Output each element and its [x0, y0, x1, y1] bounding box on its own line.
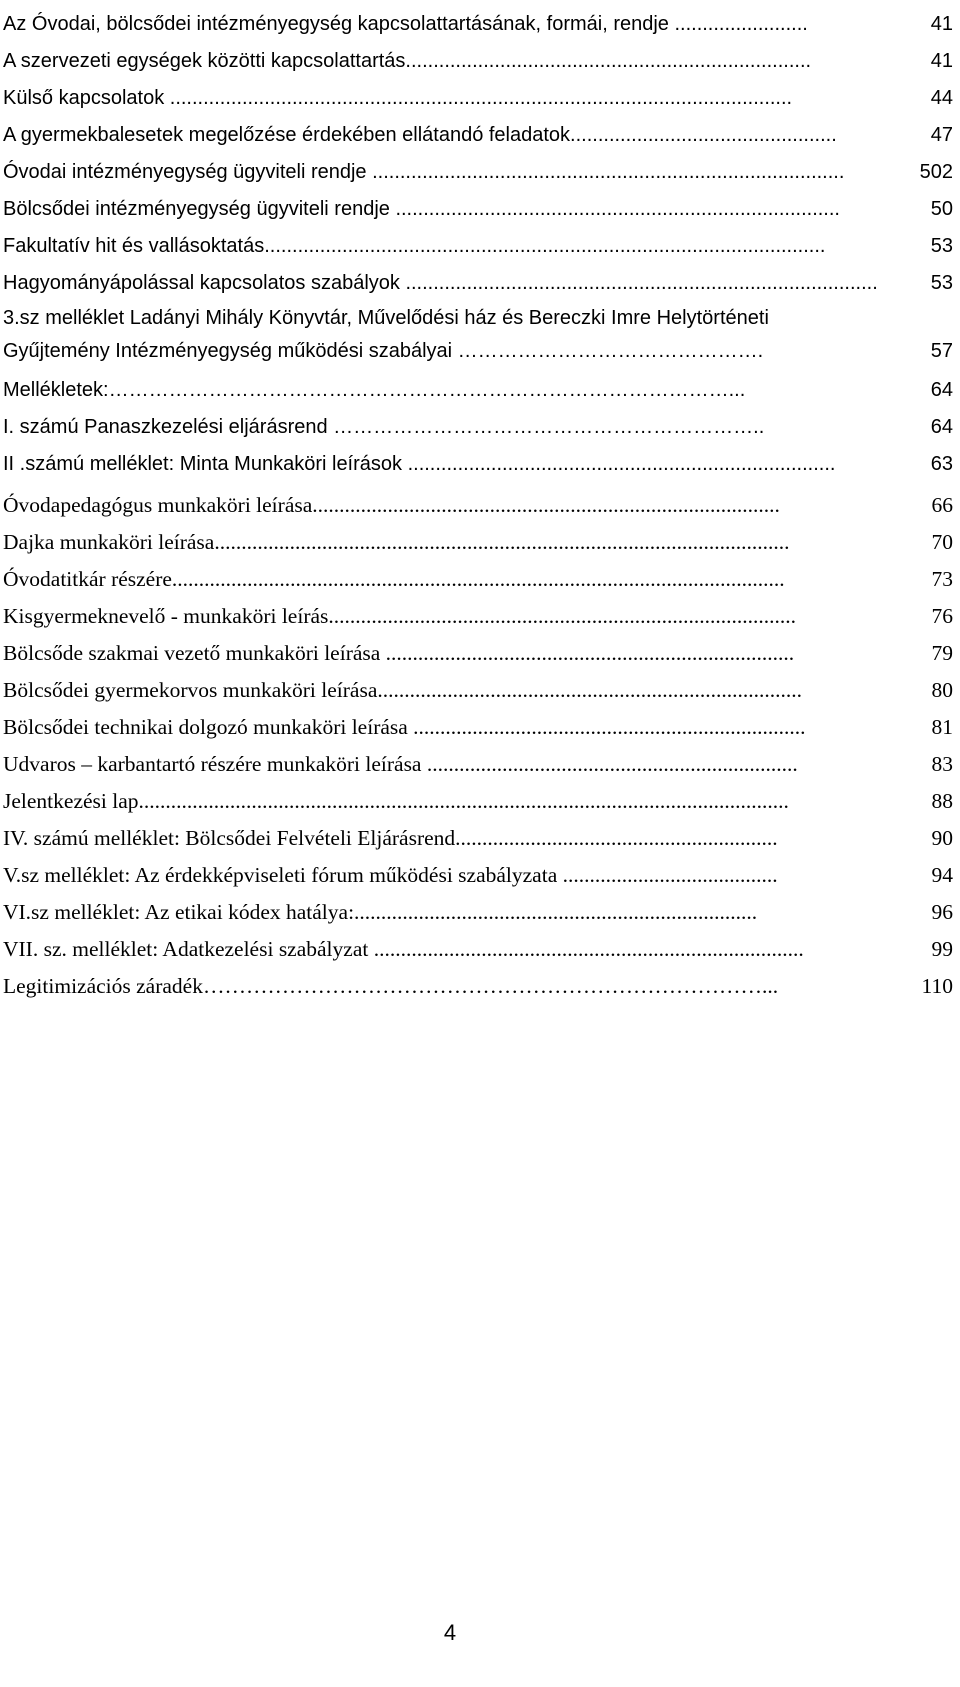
- toc-entry[interactable]: [3, 302, 953, 372]
- toc-entry[interactable]: [3, 409, 953, 446]
- toc-entry-title: A szervezeti egységek közötti kapcsolattartás.........................................................................: [3, 50, 812, 72]
- toc-entry-page: 110: [921, 974, 953, 998]
- toc-entry-page: 53: [930, 272, 953, 294]
- toc-entry[interactable]: [3, 265, 953, 302]
- toc-entry-title-continued: Gyűjtemény Intézményegység működési szabályai ……………………………………….: [3, 340, 764, 362]
- toc-entry-title: 3.sz melléklet Ladányi Mihály Könyvtár, Művelődési ház és Bereczki Imre Helytörténeti: [3, 307, 769, 329]
- toc-entry-title: Óvodai intézményegység ügyviteli rendje .....................................................................................: [3, 161, 845, 183]
- toc-entry[interactable]: [3, 820, 953, 857]
- toc-entry[interactable]: [3, 154, 953, 191]
- toc-entry-page: 64: [930, 379, 953, 401]
- toc-entry-page: 76: [931, 604, 953, 628]
- toc-entry-page: 90: [931, 826, 953, 850]
- toc-entry[interactable]: [3, 191, 953, 228]
- toc-entry-title: Dajka munkaköri leírása...........................................................................................................: [3, 530, 790, 554]
- table-of-contents: [3, 6, 953, 1005]
- toc-entry-title: IV. számú melléklet: Bölcsődei Felvételi Eljárásrend............................................................: [3, 826, 778, 850]
- toc-entry[interactable]: [3, 117, 953, 154]
- toc-entry-title: Bölcsődei intézményegység ügyviteli rendje ................................................................................: [3, 198, 840, 220]
- toc-entry[interactable]: [3, 372, 953, 409]
- toc-entry-page: 73: [931, 567, 953, 591]
- toc-entry[interactable]: [3, 43, 953, 80]
- toc-entry-page: 44: [930, 87, 953, 109]
- toc-entry[interactable]: [3, 931, 953, 968]
- toc-entry[interactable]: [3, 783, 953, 820]
- toc-entry[interactable]: [3, 635, 953, 672]
- toc-entry-page: 99: [931, 937, 953, 961]
- toc-entry-page: 64: [930, 416, 953, 438]
- toc-entry-title: Fakultatív hit és vallásoktatás.....................................................................................................: [3, 235, 826, 257]
- toc-entry[interactable]: [3, 561, 953, 598]
- toc-entry-page: 41: [930, 50, 953, 72]
- toc-entry-title: Az Óvodai, bölcsődei intézményegység kapcsolattartásának, formái, rendje ........................: [3, 13, 808, 35]
- toc-entry-title: II .számú melléklet: Minta Munkaköri leírások .............................................................................: [3, 453, 836, 475]
- toc-entry-page: 63: [930, 453, 953, 475]
- toc-entry-title: Hagyományápolással kapcsolatos szabályok .....................................................................................: [3, 272, 878, 294]
- toc-entry-title: Óvodapedagógus munkaköri leírása.......................................................................................: [3, 493, 780, 517]
- toc-entry[interactable]: [3, 857, 953, 894]
- toc-entry-title: I. számú Panaszkezelési eljárásrend ………………………………………………………..: [3, 416, 765, 438]
- toc-entry-title: Bölcsődei technikai dolgozó munkaköri leírása .........................................................................: [3, 715, 806, 739]
- toc-entry-page: 66: [931, 493, 953, 517]
- toc-entry-page: 79: [931, 641, 953, 665]
- toc-entry-page: 47: [930, 124, 953, 146]
- toc-entry-page: 70: [931, 530, 953, 554]
- toc-entry[interactable]: [3, 672, 953, 709]
- toc-entry-page: 81: [931, 715, 953, 739]
- toc-entry-page: 80: [931, 678, 953, 702]
- toc-entry[interactable]: [3, 228, 953, 265]
- toc-entry-title: Óvodatitkár részére..................................................................................................................: [3, 567, 785, 591]
- toc-entry-title: Külső kapcsolatok ................................................................................................................: [3, 87, 793, 109]
- toc-entry[interactable]: [3, 487, 953, 524]
- toc-entry-page: 41: [930, 13, 953, 35]
- toc-entry-title: Kisgyermeknevelő - munkaköri leírás.......................................................................................: [3, 604, 797, 628]
- toc-entry[interactable]: [3, 446, 953, 483]
- toc-entry-page: 94: [931, 863, 953, 887]
- toc-entry-page: 53: [930, 235, 953, 257]
- toc-entry-title: Udvaros – karbantartó részére munkaköri leírása .....................................................................: [3, 752, 798, 776]
- toc-entry[interactable]: [3, 524, 953, 561]
- toc-entry[interactable]: [3, 746, 953, 783]
- toc-entry-title: V.sz melléklet: Az érdekképviseleti fórum működési szabályzata ........................................: [3, 863, 778, 887]
- toc-entry[interactable]: [3, 6, 953, 43]
- toc-entry-title: VII. sz. melléklet: Adatkezelési szabályzat ................................................................................: [3, 937, 804, 961]
- toc-entry[interactable]: [3, 709, 953, 746]
- toc-entry-page: 88: [931, 789, 953, 813]
- toc-entry-page: 50: [930, 198, 953, 220]
- toc-entry[interactable]: [3, 968, 953, 1005]
- toc-entry-title: Bölcsődei gyermekorvos munkaköri leírása...............................................................................: [3, 678, 802, 702]
- toc-entry[interactable]: [3, 80, 953, 117]
- toc-entry-page: 57: [930, 340, 953, 362]
- toc-entry-title: VI.sz melléklet: Az etikai kódex hatálya:...........................................................................: [3, 900, 758, 924]
- toc-entry-title: Mellékletek:…………………………………………………………………………………...: [3, 379, 746, 401]
- toc-entry-title: Legitimizációs záradék……………………………………………………………………...: [3, 974, 779, 998]
- toc-entry-page: 83: [931, 752, 953, 776]
- toc-entry-title: A gyermekbalesetek megelőzése érdekében ellátandó feladatok................................................: [3, 124, 837, 146]
- toc-entry-page: 502: [919, 161, 953, 183]
- toc-entry-page: 96: [931, 900, 953, 924]
- toc-entry-title: Jelentkezési lap.........................................................................................................................: [3, 789, 789, 813]
- toc-entry-title: Bölcsőde szakmai vezető munkaköri leírása ............................................................................: [3, 641, 795, 665]
- toc-entry[interactable]: [3, 894, 953, 931]
- page-number: 4: [443, 1620, 457, 1645]
- toc-entry[interactable]: [3, 598, 953, 635]
